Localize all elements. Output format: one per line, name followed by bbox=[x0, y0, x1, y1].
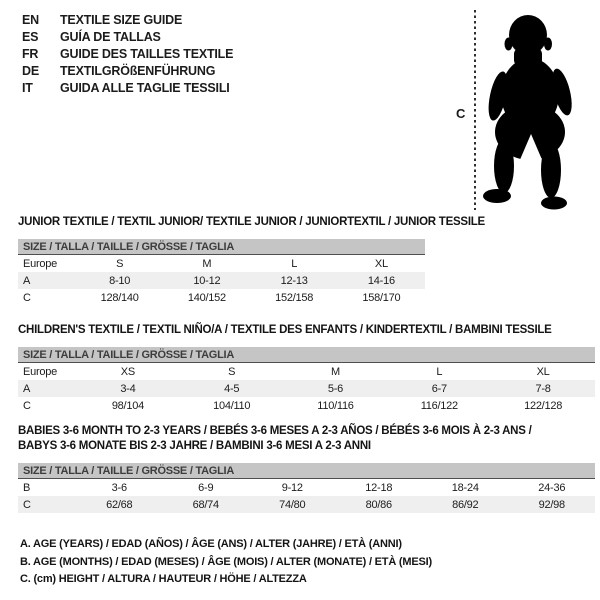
language-header bbox=[22, 11, 233, 96]
table-cell: 158/170 bbox=[362, 291, 401, 304]
language-code: EN bbox=[22, 12, 39, 27]
row-label: Europe bbox=[23, 365, 57, 378]
height-measure-label: C bbox=[456, 106, 466, 121]
language-title: TEXTILE SIZE GUIDE bbox=[60, 12, 183, 27]
language-title: GUÍA DE TALLAS bbox=[60, 29, 161, 44]
table-title: CHILDREN'S TEXTILE / TEXTIL NIÑO/A / TEXTILE DES ENFANTS / KINDERTEXTIL / BAMBINI TESSILE bbox=[18, 324, 552, 336]
table-cell: 98/104 bbox=[111, 399, 144, 412]
table-row bbox=[18, 496, 595, 513]
language-code: DE bbox=[22, 63, 39, 78]
size-header-bar: SIZE / TALLA / TAILLE / GRÖSSE / TAGLIA bbox=[18, 239, 425, 255]
size-header-bar: SIZE / TALLA / TAILLE / GRÖSSE / TAGLIA bbox=[18, 347, 595, 363]
table-title: BABIES 3-6 MONTH TO 2-3 YEARS / BEBÉS 3-6 MESES A 2-3 AÑOS / BÉBÉS 3-6 MOIS À 2-3 ANS / bbox=[18, 425, 532, 437]
language-code: ES bbox=[22, 29, 39, 44]
table-cell: 8-10 bbox=[109, 274, 131, 287]
table-cell: 110/116 bbox=[317, 399, 354, 412]
table-cell: 5-6 bbox=[327, 382, 344, 395]
language-row bbox=[22, 45, 233, 62]
footnote-b: B. AGE (MONTHS) / EDAD (MESES) / ÂGE (MOIS) / ALTER (MONATE) / ETÀ (MESI) bbox=[20, 555, 432, 568]
table-cell: 12-13 bbox=[280, 274, 308, 287]
row-label: C bbox=[23, 291, 31, 304]
table-cell: XL bbox=[374, 257, 388, 270]
table-cell: S bbox=[116, 257, 124, 270]
row-label: B bbox=[23, 481, 31, 494]
table-cell: 140/152 bbox=[187, 291, 226, 304]
babies-textile-table bbox=[18, 424, 595, 513]
table-cell: 152/158 bbox=[275, 291, 314, 304]
table-cell: 7-8 bbox=[535, 382, 551, 395]
table-cell: 62/68 bbox=[106, 498, 133, 511]
children-textile-table bbox=[18, 323, 595, 414]
table-cell: 14-16 bbox=[367, 274, 395, 287]
table-row bbox=[18, 363, 595, 380]
table-cell: 6-9 bbox=[198, 481, 214, 494]
table-row bbox=[18, 255, 425, 272]
language-code: FR bbox=[22, 46, 39, 61]
table-cell: 3-6 bbox=[111, 481, 127, 494]
row-label: Europe bbox=[23, 257, 57, 270]
table-cell: 116/122 bbox=[420, 399, 458, 412]
table-cell: XS bbox=[120, 365, 135, 378]
language-title: GUIDA ALLE TAGLIE TESSILI bbox=[60, 80, 230, 95]
language-title: TEXTILGRÖßENFÜHRUNG bbox=[60, 63, 216, 78]
language-row bbox=[22, 62, 233, 79]
table-row bbox=[18, 397, 595, 414]
language-title: GUIDE DES TAILLES TEXTILE bbox=[60, 46, 234, 61]
row-label: C bbox=[23, 399, 31, 412]
table-cell: L bbox=[291, 257, 298, 270]
table-cell: 4-5 bbox=[224, 382, 240, 395]
table-cell: L bbox=[436, 365, 443, 378]
junior-textile-table bbox=[18, 215, 485, 306]
table-row bbox=[18, 272, 425, 289]
table-row bbox=[18, 380, 595, 397]
toddler-silhouette bbox=[483, 15, 576, 210]
footnote-a: A. AGE (YEARS) / EDAD (AÑOS) / ÂGE (ANS) / ALTER (JAHRE) / ETÀ (ANNI) bbox=[20, 538, 402, 550]
table-cell: XL bbox=[536, 365, 550, 378]
table-cell: 80/86 bbox=[365, 498, 392, 511]
table-cell: 6-7 bbox=[431, 382, 447, 395]
table-cell: M bbox=[202, 257, 212, 270]
row-label: C bbox=[23, 498, 31, 511]
language-row bbox=[22, 79, 233, 96]
table-cell: 10-12 bbox=[193, 274, 221, 287]
table-row bbox=[18, 479, 595, 496]
table-cell: 18-24 bbox=[451, 481, 479, 494]
language-row bbox=[22, 28, 233, 45]
table-title: JUNIOR TEXTILE / TEXTIL JUNIOR/ TEXTILE JUNIOR / JUNIORTEXTIL / JUNIOR TESSILE bbox=[18, 216, 485, 228]
table-cell: 122/128 bbox=[524, 399, 563, 412]
language-row bbox=[22, 11, 233, 28]
size-header-bar: SIZE / TALLA / TAILLE / GRÖSSE / TAGLIA bbox=[18, 463, 595, 479]
table-row bbox=[18, 289, 425, 306]
table-cell: S bbox=[228, 365, 236, 378]
table-cell: M bbox=[331, 365, 340, 378]
row-label: A bbox=[23, 274, 31, 287]
table-cell: 86/92 bbox=[452, 498, 479, 511]
table-cell: 68/74 bbox=[192, 498, 219, 511]
table-cell: 74/80 bbox=[279, 498, 306, 511]
table-cell: 12-18 bbox=[365, 481, 393, 494]
table-cell: 3-4 bbox=[120, 382, 136, 395]
table-cell: 128/140 bbox=[100, 291, 139, 304]
table-cell: 92/98 bbox=[538, 498, 565, 511]
table-cell: 104/110 bbox=[213, 399, 251, 412]
language-code: IT bbox=[22, 80, 33, 95]
table-title-line2: BABYS 3-6 MONATE BIS 2-3 JAHRE / BAMBINI 3-6 MESI A 2-3 ANNI bbox=[18, 440, 371, 452]
footnote-c: C. (cm) HEIGHT / ALTURA / HAUTEUR / HÖHE / ALTEZZA bbox=[20, 573, 307, 585]
table-cell: 9-12 bbox=[281, 481, 303, 494]
footnotes bbox=[20, 536, 432, 589]
row-label: A bbox=[23, 382, 31, 395]
table-cell: 24-36 bbox=[538, 481, 566, 494]
